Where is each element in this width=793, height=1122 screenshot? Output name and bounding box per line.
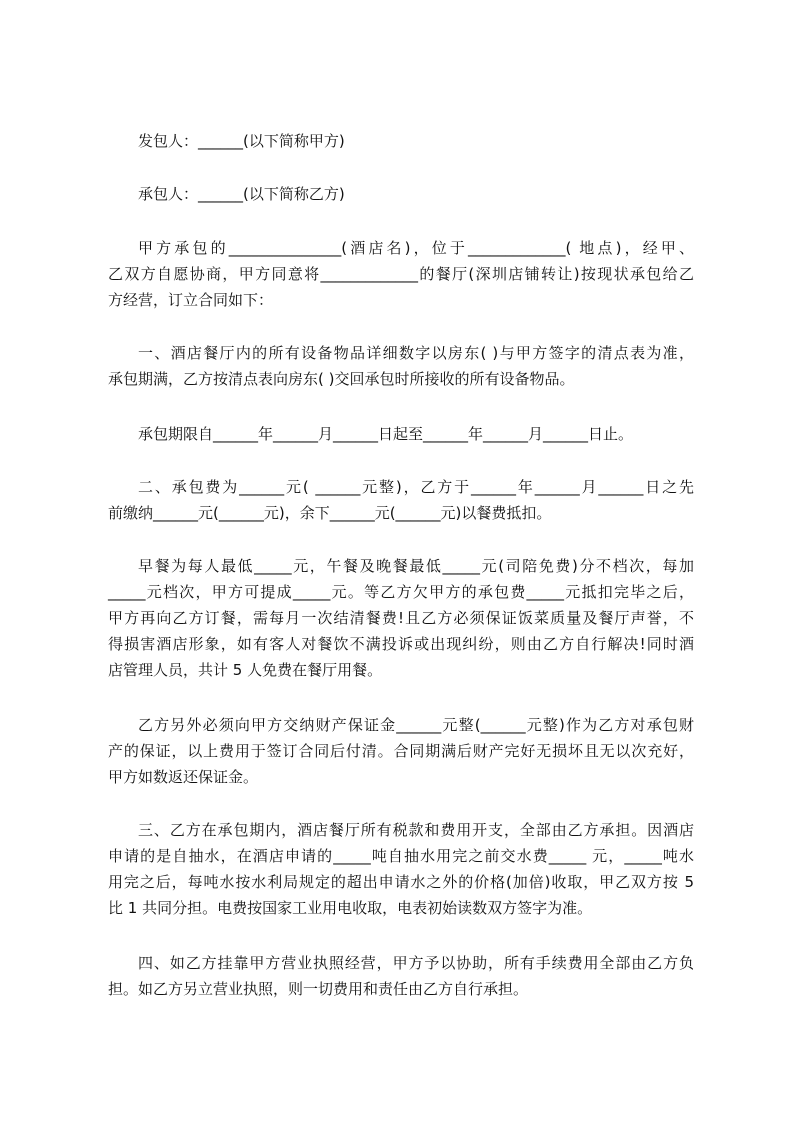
paragraph-line: 承包期限自______年______月______日起至______年______月______日止。 — [138, 425, 634, 443]
paragraph-line: 二、承包费为______元( ______元整)，乙方于______年______月______日之先 — [138, 478, 694, 496]
paragraph-party-a — [108, 128, 694, 154]
paragraph-line: 四、如乙方挂靠甲方营业执照经营，甲方予以协助，所有手续费用全部由乙方负 — [138, 954, 694, 972]
paragraph-line: 发包人：______(以下简称甲方) — [138, 132, 345, 150]
paragraph-line: 乙方另外必须向甲方交纳财产保证金______元整(______元整)作为乙方对承包财 — [138, 716, 694, 734]
paragraph-line: _____元档次，甲方可提成_____元。等乙方欠甲方的承包费_____元抵扣完毕之后， — [108, 583, 694, 601]
paragraph-term — [108, 421, 694, 447]
paragraph-line: 一、酒店餐厅内的所有设备物品详细数字以房东( )与甲方签字的清点表为准， — [138, 344, 694, 362]
paragraph-line: 甲方再向乙方订餐，需每月一次结清餐费!且乙方必须保证饭菜质量及餐厅声誉，不 — [108, 609, 694, 627]
paragraph-clause-4 — [108, 950, 694, 1002]
paragraph-line: 乙双方自愿协商，甲方同意将_____________的餐厅(深圳店铺转让)按现状承包给乙 — [108, 265, 694, 283]
paragraph-line: 早餐为每人最低_____元，午餐及晚餐最低_____元(司陪免费)分不档次，每加 — [138, 557, 694, 575]
paragraph-line: 承包期满，乙方按清点表向房东( )交回承包时所接收的所有设备物品。 — [108, 370, 575, 388]
paragraph-clause-3 — [108, 817, 694, 921]
paragraph-line: 前缴纳______元(______元)，余下______元(______元)以餐费抵扣。 — [108, 504, 552, 522]
paragraph-line: 三、乙方在承包期内，酒店餐厅所有税款和费用开支，全部由乙方承担。因酒店 — [138, 821, 694, 839]
paragraph-party-b — [108, 181, 694, 207]
paragraph-meals — [108, 553, 694, 683]
paragraph-clause-2 — [108, 474, 694, 526]
paragraph-clause-1 — [108, 340, 694, 392]
paragraph-line: 产的保证，以上费用于签订合同后付清。合同期满后财产完好无损坏且无以次充好， — [108, 742, 694, 760]
paragraph-line: 甲方如数返还保证金。 — [108, 768, 259, 786]
paragraph-line: 比 1 共同分担。电费按国家工业用电收取，电表初始读数双方签字为准。 — [108, 899, 593, 917]
paragraph-deposit — [108, 712, 694, 790]
paragraph-intro — [108, 235, 694, 313]
paragraph-line: 用完之后，每吨水按水利局规定的超出申请水之外的价格(加倍)收取，甲乙双方按 5 — [108, 873, 694, 891]
paragraph-line: 方经营，订立合同如下： — [108, 291, 274, 309]
paragraph-line: 甲方承包的_______________(酒店名)，位于_____________( 地点)，经甲、 — [138, 239, 694, 257]
paragraph-line: 承包人：______(以下简称乙方) — [138, 185, 345, 203]
paragraph-line: 担。如乙方另立营业执照，则一切费用和责任由乙方自行承担。 — [108, 980, 529, 998]
paragraph-line: 得损害酒店形象，如有客人对餐饮不满投诉或出现纠纷，则由乙方自行解决!同时酒 — [108, 635, 694, 653]
paragraph-line: 店管理人员，共计 5 人免费在餐厅用餐。 — [108, 661, 383, 679]
paragraph-line: 申请的是自抽水，在酒店申请的_____吨自抽水用完之前交水费_____ 元，_____吨水 — [108, 847, 694, 865]
